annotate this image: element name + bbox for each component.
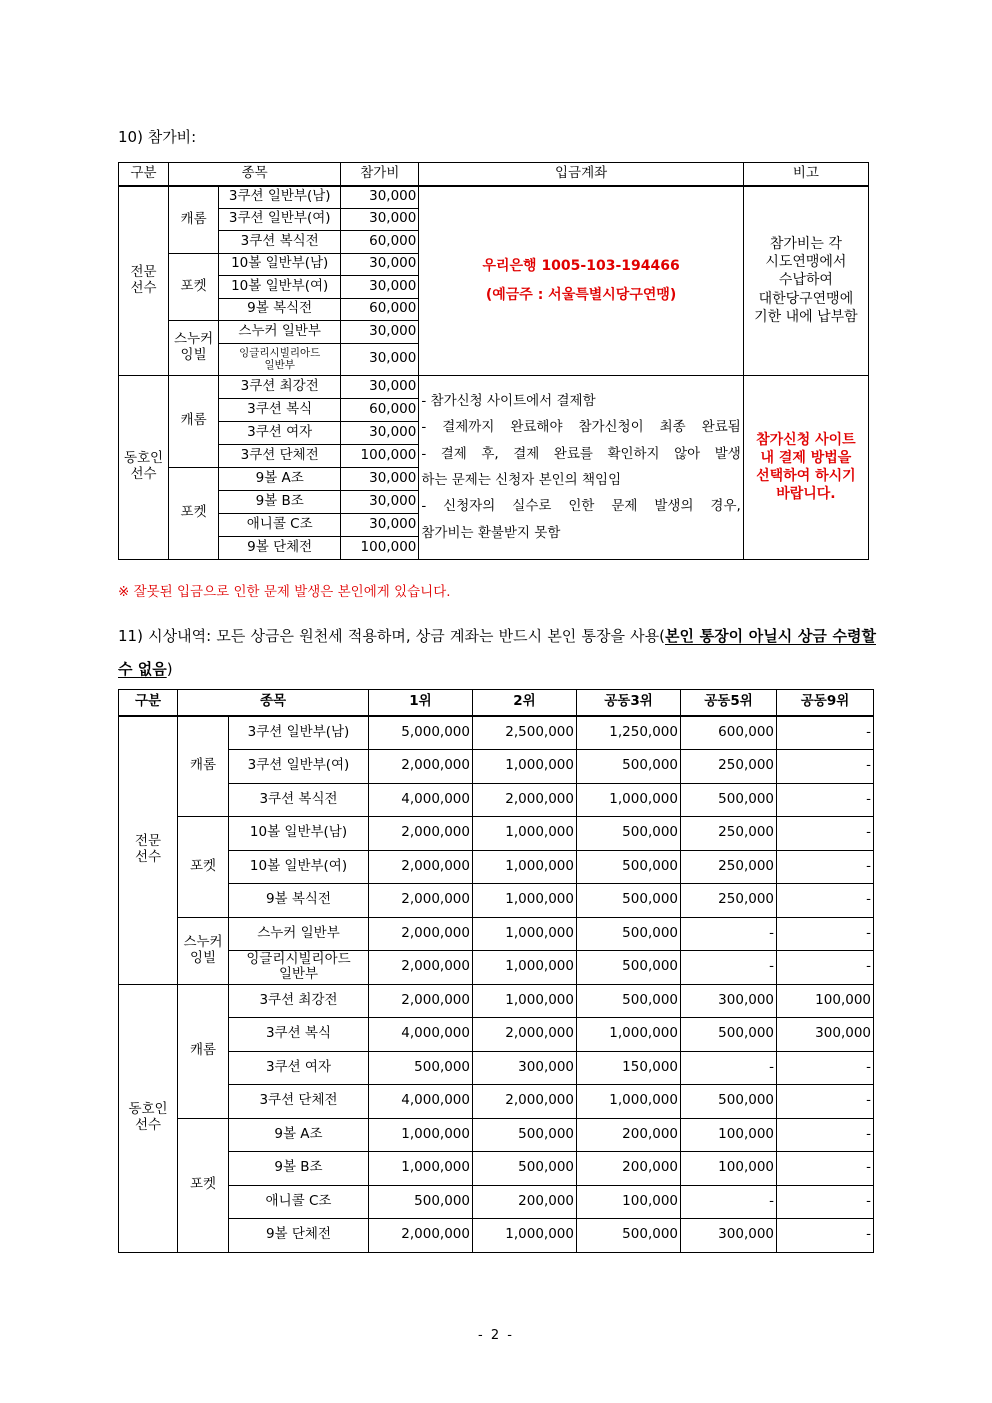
fee-value: 30,000 xyxy=(341,343,419,375)
prize-amount: 1,000,000 xyxy=(577,783,681,817)
fee-note: 참가비는 각 시도연맹에서 수납하여 대한당구연맹에 기한 내에 납부함 xyxy=(743,186,868,376)
prize-amount: 2,000,000 xyxy=(369,884,473,918)
page-number: - 2 - xyxy=(478,1328,514,1343)
prize-amount: 2,000,000 xyxy=(473,1018,577,1052)
prize-amount: - xyxy=(777,850,874,884)
discipline-label: 포켓 xyxy=(169,467,219,559)
prize-amount: 300,000 xyxy=(473,1051,577,1085)
entry-fee-table xyxy=(118,162,869,560)
prize-amount: 1,000,000 xyxy=(473,917,577,951)
prize-amount: 500,000 xyxy=(577,817,681,851)
prize-amount: 100,000 xyxy=(681,1118,777,1152)
event-name: 스누커 일반부 xyxy=(219,321,341,344)
prize-amount: 250,000 xyxy=(681,817,777,851)
prize-row xyxy=(119,884,874,918)
prize-discipline-label: 포켓 xyxy=(178,817,229,918)
prize-event-name: 3쿠션 여자 xyxy=(229,1051,369,1085)
prize-amount: 500,000 xyxy=(577,951,681,985)
fee-note-amateur: 참가신청 사이트 내 결제 방법을 선택하여 하시기 바랍니다. xyxy=(743,375,868,559)
discipline-label: 캐롬 xyxy=(169,186,219,254)
prize-amount: 300,000 xyxy=(681,1219,777,1253)
prize-amount: 1,000,000 xyxy=(473,1219,577,1253)
header-account: 입금계좌 xyxy=(419,163,743,186)
prize-amount: 500,000 xyxy=(473,1152,577,1186)
prize-amount: 1,000,000 xyxy=(577,1085,681,1119)
prize-amount: 1,000,000 xyxy=(473,884,577,918)
prize-header-category: 구분 xyxy=(119,690,178,716)
prize-header-9th: 공동9위 xyxy=(777,690,874,716)
prize-amount: 500,000 xyxy=(577,1219,681,1253)
prize-amount: 500,000 xyxy=(369,1051,473,1085)
prize-amount: 2,000,000 xyxy=(473,783,577,817)
fee-value: 100,000 xyxy=(341,444,419,467)
section11-title-suffix: ) xyxy=(166,660,173,678)
prize-event-name: 3쿠션 복식 xyxy=(229,1018,369,1052)
prize-amount: 500,000 xyxy=(681,1085,777,1119)
prize-amount: 2,000,000 xyxy=(369,750,473,784)
fee-value: 30,000 xyxy=(341,490,419,513)
payment-instruction-line: - 결제 후, 결제 완료를 확인하지 않아 발생 xyxy=(421,445,741,462)
prize-amount: 500,000 xyxy=(577,917,681,951)
prize-amount: 500,000 xyxy=(577,750,681,784)
prize-amount: 1,000,000 xyxy=(473,850,577,884)
discipline-label: 캐롬 xyxy=(169,375,219,467)
prize-amount: 150,000 xyxy=(577,1051,681,1085)
event-name: 애니콜 C조 xyxy=(219,513,341,536)
prize-table xyxy=(118,689,874,1253)
section10-title: 10) 참가비: xyxy=(118,128,197,146)
prize-row xyxy=(119,1152,874,1186)
fee-value: 30,000 xyxy=(341,253,419,276)
prize-amount: 2,000,000 xyxy=(473,1085,577,1119)
section11-title-underlined: 본인 통장이 아닐시 상금 수령할 수 없음 xyxy=(118,627,876,678)
prize-amount: - xyxy=(681,951,777,985)
prize-row xyxy=(119,951,874,985)
header-event: 종목 xyxy=(169,163,341,186)
prize-amount: 2,000,000 xyxy=(369,984,473,1018)
fee-row xyxy=(119,375,869,398)
prize-amount: 250,000 xyxy=(681,884,777,918)
prize-amount: - xyxy=(777,1085,874,1119)
prize-amount: 2,000,000 xyxy=(369,917,473,951)
prize-amount: 4,000,000 xyxy=(369,783,473,817)
payment-instructions xyxy=(419,375,743,559)
fee-value: 60,000 xyxy=(341,398,419,421)
prize-row xyxy=(119,817,874,851)
payment-instruction-line: 하는 문제는 신청자 본인의 책임임 xyxy=(421,472,622,488)
discipline-label: 포켓 xyxy=(169,253,219,321)
event-name: 9볼 단체전 xyxy=(219,536,341,559)
header-fee: 참가비 xyxy=(341,163,419,186)
bank-account-number: 우리은행 1005-103-194466 xyxy=(482,258,680,275)
prize-amount: 500,000 xyxy=(577,850,681,884)
event-name: 9볼 B조 xyxy=(219,490,341,513)
event-name: 3쿠션 일반부(여) xyxy=(219,208,341,231)
payment-instruction-line: - 참가신청 사이트에서 결제함 xyxy=(421,393,596,410)
prize-row xyxy=(119,1018,874,1052)
prize-row xyxy=(119,1185,874,1219)
prize-amount: - xyxy=(777,817,874,851)
prize-discipline-label: 포켓 xyxy=(178,1118,229,1252)
prize-amount: - xyxy=(777,750,874,784)
event-name: 10볼 일반부(여) xyxy=(219,276,341,299)
prize-row xyxy=(119,1051,874,1085)
category-amateur: 동호인 선수 xyxy=(119,375,169,559)
prize-row xyxy=(119,1118,874,1152)
prize-event-name: 9볼 복식전 xyxy=(229,884,369,918)
prize-amount: 100,000 xyxy=(577,1185,681,1219)
event-name: 잉글리시빌리아드 일반부 xyxy=(219,343,341,375)
section11-title-prefix: 11) 시상내역: 모든 상금은 원천세 적용하며, 상금 계좌는 반드시 본인 통장을 사용( xyxy=(118,627,665,645)
prize-amount: 100,000 xyxy=(777,984,874,1018)
prize-event-name: 애니콜 C조 xyxy=(229,1185,369,1219)
prize-amount: 500,000 xyxy=(577,884,681,918)
prize-amount: 1,000,000 xyxy=(473,951,577,985)
prize-event-name: 스누커 일반부 xyxy=(229,917,369,951)
prize-amount: - xyxy=(777,1118,874,1152)
prize-row xyxy=(119,716,874,750)
prize-header-1st: 1위 xyxy=(369,690,473,716)
prize-event-name: 10볼 일반부(여) xyxy=(229,850,369,884)
prize-header-event: 종목 xyxy=(178,690,369,716)
header-category: 구분 xyxy=(119,163,169,186)
discipline-label: 스누커 잉빌 xyxy=(169,321,219,376)
fee-value: 30,000 xyxy=(341,276,419,299)
fee-row xyxy=(119,186,869,209)
prize-amount: 4,000,000 xyxy=(369,1018,473,1052)
prize-event-name: 9볼 단체전 xyxy=(229,1219,369,1253)
prize-row xyxy=(119,1219,874,1253)
bank-account-info xyxy=(419,186,743,376)
fee-value: 60,000 xyxy=(341,298,419,321)
prize-discipline-label: 캐롬 xyxy=(178,984,229,1118)
prize-amount: 250,000 xyxy=(681,850,777,884)
event-name: 10볼 일반부(남) xyxy=(219,253,341,276)
event-name: 3쿠션 일반부(남) xyxy=(219,186,341,209)
prize-amount: - xyxy=(777,1185,874,1219)
prize-row xyxy=(119,1085,874,1119)
fee-value: 30,000 xyxy=(341,186,419,209)
fee-value: 30,000 xyxy=(341,421,419,444)
prize-header-2nd: 2위 xyxy=(473,690,577,716)
event-name: 3쿠션 최강전 xyxy=(219,375,341,398)
prize-amount: 1,000,000 xyxy=(473,750,577,784)
prize-amount: 500,000 xyxy=(681,783,777,817)
prize-row xyxy=(119,750,874,784)
prize-event-name: 3쿠션 복식전 xyxy=(229,783,369,817)
fee-value: 30,000 xyxy=(341,375,419,398)
prize-amount: - xyxy=(777,884,874,918)
prize-amount: - xyxy=(777,1219,874,1253)
prize-amount: 1,000,000 xyxy=(369,1152,473,1186)
fee-value: 30,000 xyxy=(341,513,419,536)
prize-discipline-label: 캐롬 xyxy=(178,716,229,817)
prize-amount: - xyxy=(777,951,874,985)
prize-amount: 200,000 xyxy=(577,1152,681,1186)
prize-amount: 2,000,000 xyxy=(369,817,473,851)
prize-amount: 2,000,000 xyxy=(369,850,473,884)
section11-title xyxy=(118,620,876,686)
header-note: 비고 xyxy=(743,163,868,186)
fee-value: 30,000 xyxy=(341,208,419,231)
prize-row xyxy=(119,984,874,1018)
event-name: 3쿠션 여자 xyxy=(219,421,341,444)
event-name: 3쿠션 복식전 xyxy=(219,231,341,254)
prize-amount: 500,000 xyxy=(577,984,681,1018)
prize-row xyxy=(119,850,874,884)
category-pro: 전문 선수 xyxy=(119,186,169,376)
prize-amount: 1,000,000 xyxy=(577,1018,681,1052)
prize-event-name: 10볼 일반부(남) xyxy=(229,817,369,851)
prize-amount: 4,000,000 xyxy=(369,1085,473,1119)
event-name: 3쿠션 복식 xyxy=(219,398,341,421)
event-name: 3쿠션 단체전 xyxy=(219,444,341,467)
prize-amount: 2,500,000 xyxy=(473,716,577,750)
prize-event-name: 3쿠션 최강전 xyxy=(229,984,369,1018)
event-name: 9볼 복식전 xyxy=(219,298,341,321)
prize-event-name: 3쿠션 일반부(남) xyxy=(229,716,369,750)
prize-amount: 300,000 xyxy=(777,1018,874,1052)
prize-amount: 1,000,000 xyxy=(473,817,577,851)
prize-category-pro: 전문 선수 xyxy=(119,716,178,985)
prize-event-name: 잉글리시빌리아드 일반부 xyxy=(229,951,369,985)
prize-event-name: 3쿠션 일반부(여) xyxy=(229,750,369,784)
prize-amount: 1,000,000 xyxy=(473,984,577,1018)
prize-amount: 200,000 xyxy=(473,1185,577,1219)
prize-amount: - xyxy=(777,1152,874,1186)
prize-amount: 500,000 xyxy=(681,1018,777,1052)
prize-amount: 600,000 xyxy=(681,716,777,750)
prize-event-name: 9볼 A조 xyxy=(229,1118,369,1152)
prize-amount: - xyxy=(681,1051,777,1085)
prize-event-name: 3쿠션 단체전 xyxy=(229,1085,369,1119)
prize-amount: 2,000,000 xyxy=(369,1219,473,1253)
payment-instruction-line: - 결제까지 완료해야 참가신청이 최종 완료됨 xyxy=(421,419,741,436)
prize-amount: 2,000,000 xyxy=(369,951,473,985)
event-name: 9볼 A조 xyxy=(219,467,341,490)
prize-amount: - xyxy=(681,1185,777,1219)
bank-account-holder: (예금주 : 서울특별시당구연맹) xyxy=(485,286,677,303)
prize-amount: 1,250,000 xyxy=(577,716,681,750)
prize-event-name: 9볼 B조 xyxy=(229,1152,369,1186)
prize-header-5th: 공동5위 xyxy=(681,690,777,716)
prize-amount: 200,000 xyxy=(577,1118,681,1152)
prize-amount: 1,000,000 xyxy=(369,1118,473,1152)
prize-amount: 250,000 xyxy=(681,750,777,784)
prize-row xyxy=(119,783,874,817)
fee-value: 30,000 xyxy=(341,467,419,490)
prize-discipline-label: 스누커 잉빌 xyxy=(178,917,229,984)
prize-amount: 5,000,000 xyxy=(369,716,473,750)
prize-amount: - xyxy=(777,783,874,817)
prize-amount: 100,000 xyxy=(681,1152,777,1186)
fee-value: 60,000 xyxy=(341,231,419,254)
prize-amount: 300,000 xyxy=(681,984,777,1018)
prize-amount: - xyxy=(777,716,874,750)
fee-value: 100,000 xyxy=(341,536,419,559)
prize-row xyxy=(119,917,874,951)
prize-amount: - xyxy=(777,917,874,951)
payment-warning: ※ 잘못된 입금으로 인한 문제 발생은 본인에게 있습니다. xyxy=(118,584,451,600)
payment-instruction-line: - 신청자의 실수로 인한 문제 발생의 경우, xyxy=(421,498,741,515)
prize-amount: 500,000 xyxy=(369,1185,473,1219)
prize-category-amateur: 동호인 선수 xyxy=(119,984,178,1252)
prize-amount: - xyxy=(681,917,777,951)
prize-header-3rd: 공동3위 xyxy=(577,690,681,716)
payment-instruction-line: 참가비는 환불받지 못함 xyxy=(421,524,561,541)
fee-value: 30,000 xyxy=(341,321,419,344)
prize-amount: - xyxy=(777,1051,874,1085)
prize-amount: 500,000 xyxy=(473,1118,577,1152)
